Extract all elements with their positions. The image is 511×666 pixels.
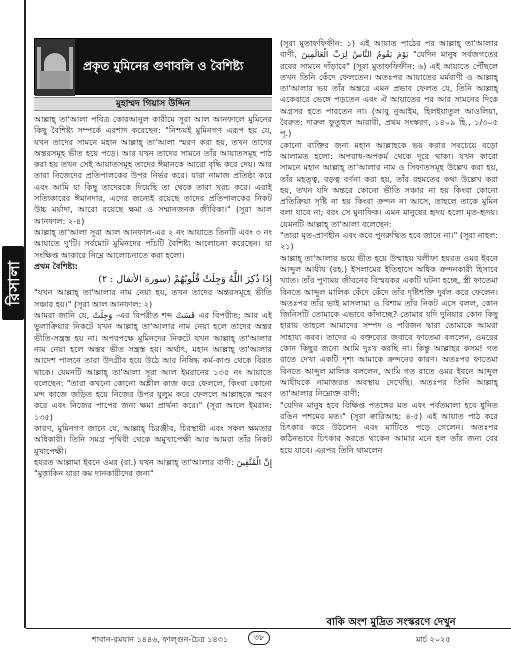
left-column bbox=[34, 114, 272, 614]
continued-note: বাকি অংশ মুদ্রিত সংস্করণে দেখুন bbox=[326, 617, 456, 628]
footer-divider bbox=[26, 628, 511, 629]
dome-shape bbox=[44, 53, 66, 71]
article-title: প্রকৃত মুমিনের গুণাবলি ও বৈশিষ্ট্য bbox=[83, 59, 244, 73]
paragraph: আল্লাহ্ তা'আলা পবিত্র কোরআনুল কারীমে সূরা আল আনফালে মুমিনের কিছু বৈশিষ্ট্য সম্পর্কে এরশাদ করেছেন: "নিশ্চয়ই মুমিনগণ এরূপ হয় যে, যখন তাদের সামনে মহান আল্লাহ্ তা'আলা স্মরণ করা হয়, তখন তাদের অন্তরসমূহ ভীত হয়ে পড়ে। আর যখন তাদের সামনে তাঁর আয়াতসমূহ পাঠ করা হয় তখন সেই আয়াতসমূহ তাদের ঈমানকে আরো বৃদ্ধি করে দেয়। আর তারা নিজেদের প্রতিপালকের উপর নির্ভর করে। যারা নামাজ প্রতিষ্ঠা করে এবং আমি যা কিছু তাদেরকে দিয়েছি তা থেকে তারা খরচ করে। এরাই সত্যিকারের ঈমানদার, এদের জন্যেই রয়েছে তাদের প্রতিপালকের নিকট উচ্চ মর্যাদা, আরো রয়েছে ক্ষমা ও সম্মানজনক জীবিকা।" (সূরা আল আনফাল: ২-৪) bbox=[34, 114, 272, 226]
arabic-verse: إِذَا ذُكِرَ اللَّهُ وَجِلَتْ قُلُوبُهُمْ (سورة الأنفال : ٢) bbox=[98, 274, 272, 286]
footer-date-hijri: শাবান-রমযান ১৪৪৬, ফাল্গুন-চৈত্র ১৪৩১ bbox=[92, 635, 229, 644]
paragraph: "যখন আল্লাহ্ তা'আলার নাম নেয়া হয়, তখন তাদের অন্তরসমূহে ভীতি সঞ্চার হয়।" (সূরা আল আনফাল: ২) bbox=[34, 287, 272, 309]
article-header bbox=[34, 38, 272, 95]
right-column bbox=[280, 38, 498, 614]
mosque-base-shape bbox=[40, 71, 70, 89]
paragraph: "তারা মৃত-প্রাণহীন এবং কবে পুনরুত্থিত হবে জানে না।" (সূরা নাহল: ২১) bbox=[280, 230, 498, 252]
page-number: ৩৮ bbox=[248, 631, 270, 645]
paragraph: আল্লাহ্ তা'আলার ভয়ে ভীত হয়ে উম্মাহয় খলীফা হযরত ওমর ইবনে আব্দুল আযীয (রহ.) ইসলামের ইতিহাসে অধিক ক্রন্দনকারী হিসাবে খ্যাত। তাঁর পুণ্যময় জীবনের বিস্ময়কর একটি ঘটনা হচ্ছে, স্ত্রী ফাতেমা বিনতে আব্দুল মালিক কেঁদে কেঁদে তাঁর দৃষ্টিশক্তি দুর্বল করে ফেলেন। অতঃপর তাঁর ভাই মাসলামা ও বিশাম তাঁর নিকট এসে বলল, কোন জিনিসটি তোমাকে এভাবে কাঁদাচ্ছে? তোমার যদি দুনিয়ার কোন কিছু হারায় তাহলে আমাদের সম্পদ ও পরিজন দ্বারা তোমাকে আমরা সাহায্য করব। তাদের এ বক্তব্যের জবাবে ফাতেমা বললেন, ওমরের কোন কিছুর জন্যে আমি দুঃখ করছি না। কিন্তু আল্লাহর কসম! গত রাতে দেখা একটি দৃশ্য আমাকে ক্রন্দনের কারণ। অতঃপর ফাতেমা বিনতে আব্দুল মালিক বললেন, আমি গত রাতে ওমর ইবনে আব্দুল আযীযকে নামাজরত অবস্থায় দেখেছি। অতঃপর তিনি আল্লাহ্ তা'আলার নিম্নোক্ত বাণী: bbox=[280, 252, 498, 399]
paragraph: আল্লাহ্ তা'আলা সূরা আল আনফাল-এর ২ নং আয়াতে তিনটি এবং ৩ নং আয়াতে দু'টি। সর্বমোট মুমিনদের পাঁচটি বৈশিষ্ট্য আলোচনা করেছেন। যা সংক্ষিপ্ত আকারে নিম্নে আলোচনাতে করা হলো। bbox=[34, 226, 272, 260]
mosque-image bbox=[35, 39, 75, 96]
paragraph: কোনো ব্যক্তির জন্য মহান আল্লাহকে ভয় করার সবচেয়ে বড়ো আলামত হলো: অপরাধ-অপকর্ম থেকে দূরে থাকা। যখন কারো সামনে মহান আল্লাহ্ তা'আলার নাম ও সিফাতসমূহ উল্লেখ করা হয়, তাঁর মহত্ত্ব, বড়ত্ব বর্ণনা করা হয়, তাঁর রহমতের কথা উল্লেখ করা হয়, তখন যদি অন্তরে কোনো ভীতি সঞ্চার না হয় কিংবা কোনো প্রতিক্রিয়া সৃষ্টি না হয় কিংবা ক্রন্দন না আসে, তাহলে তাকে মুমিন বলা যাবে না; বরং সে মুনাফিক। এমন মানুষের হৃদয় হলো মৃত-হৃদয়। যেমনটি আল্লাহ্ তা'আলা বলেছেন: bbox=[280, 139, 498, 229]
paragraph: "যেদিন মানুষ হবে বিক্ষিপ্ত পতঙ্গের মত এবং পর্বতমালা হবে ধুনিত রঙিন পশমের মত।" (সূরা ক্বারিআহ: ৪-৫) এই আয়াত পাঠ করে চিৎকার করে উঠলেন এবং মাটিতে পড়ে গেলেন। অতঃপর কঠিনভাবে চিৎকার করতে থাকেন আমার মনে হল তাঁর জন্য বের হয়ে যাবে। এরপর তিনি থামলেন bbox=[280, 399, 498, 455]
magazine-logo bbox=[2, 246, 24, 320]
magazine-logo-text: রিসালা bbox=[4, 260, 23, 306]
paragraph: (সূরা মুতাফফিফীন: ১) এই আয়াত পাঠের পর আল্লাহ্ তা'আলার বাণী, يَوْمَ يَقُومُ النَّاسُ لِرَبِّ الْعَالَمِينَ "যেদিন মানুষ সর্বজগতের রবের সামনে দাঁড়াবে" (সূরা মুতাফফিফীন: ৬) এই আয়াতে পৌঁছলে তখন তিনি কেঁদে ফেলতেন। অতঃপর আয়াতের মর্মবাণী ও আল্লাহ্ তা'আলার ভয় তাঁর অন্তরে এমন প্রভাব ফেলত যে, তিনি আল্লাহ্ একেবারে ভেঙ্গে পড়তেন এবং ঐ আয়াতের পর আর সামনের দিকে অগ্রসর হতে পারতেন না। (আবু নুআইম, হিলইয়াতুল আওলিয়া, বৈরুত: দারুল ফুতুহুল আরাবী, প্রথম সংস্করণ, ১৪০৯ হি., ১/৩০৫ পৃ.) bbox=[280, 38, 498, 139]
paragraph: কারণ, মুমিনগণ জানে যে, আল্লাহ্ চিরঞ্জীব, চিরস্থায়ী এবং সকল ক্ষমতার অধিকারী। তিনি সমগ্র পৃথিবী থেকে অমুখাপেক্ষী আর আমরা তাঁর নিকট মুখাপেক্ষী। bbox=[34, 423, 272, 456]
footer-date-gregorian: মার্চ ২০২৫ bbox=[416, 635, 451, 644]
author-name: মুহাম্মদ গিয়াস উদ্দিন bbox=[34, 97, 272, 111]
side-strip bbox=[0, 0, 26, 628]
paragraph: হযরত আল্লামা ইবনে ওমর (রা.) যখন আল্লাহ্ তা'আলার বাণী: إِنَّ الْمُتَّقِينَ "মুত্তাকিন যারা কম দানকারীদের জন্য" bbox=[34, 456, 272, 479]
paragraph: আমরা জানি যে, وَجِلَتْ -এর বিপরীত শব্দ قَسَتْ এর বিপরীত; আর এই ভুলাক্রিয়ার নিকটে যখন আল্লাহ্ তা'আলার নাম নেয়া হলে তাদের অন্তর ভীতি-সন্ত্রস্ত হয় না। অপরপক্ষে মুমিনদের নিকটে যখন আল্লাহ্ তা'আলার নাম নেয়া হলে অন্তর ভীত সন্ত্রস্ত হয়। অর্থাৎ, মহান আল্লাহ্ তা'আলার আদেশ পালনে তারা উদগ্রীব হয়ে উঠে আর নিষিদ্ধ কর্ম-কাণ্ড থেকে বিরত থাকে। যেমনটি আল্লাহ্ তা'আলা সূরা আল ইমরানের ১৩৫ নং আয়াতে বলেছেন: "তারা কখনো কোনো অশ্লীল কাজ করে ফেললে, কিংবা কোনো মন্দ কাজে জড়িত হয়ে নিজের উপর যুলুম করে ফেললে আল্লাহকে স্মরণ করে এবং নিজের পাপের জন্য ক্ষমা প্রার্থনা করে।" (সূরা আলে ইমরান: ১৩৫) bbox=[34, 310, 272, 422]
first-feature-label: প্রথম বৈশিষ্ট্য: bbox=[34, 260, 78, 271]
